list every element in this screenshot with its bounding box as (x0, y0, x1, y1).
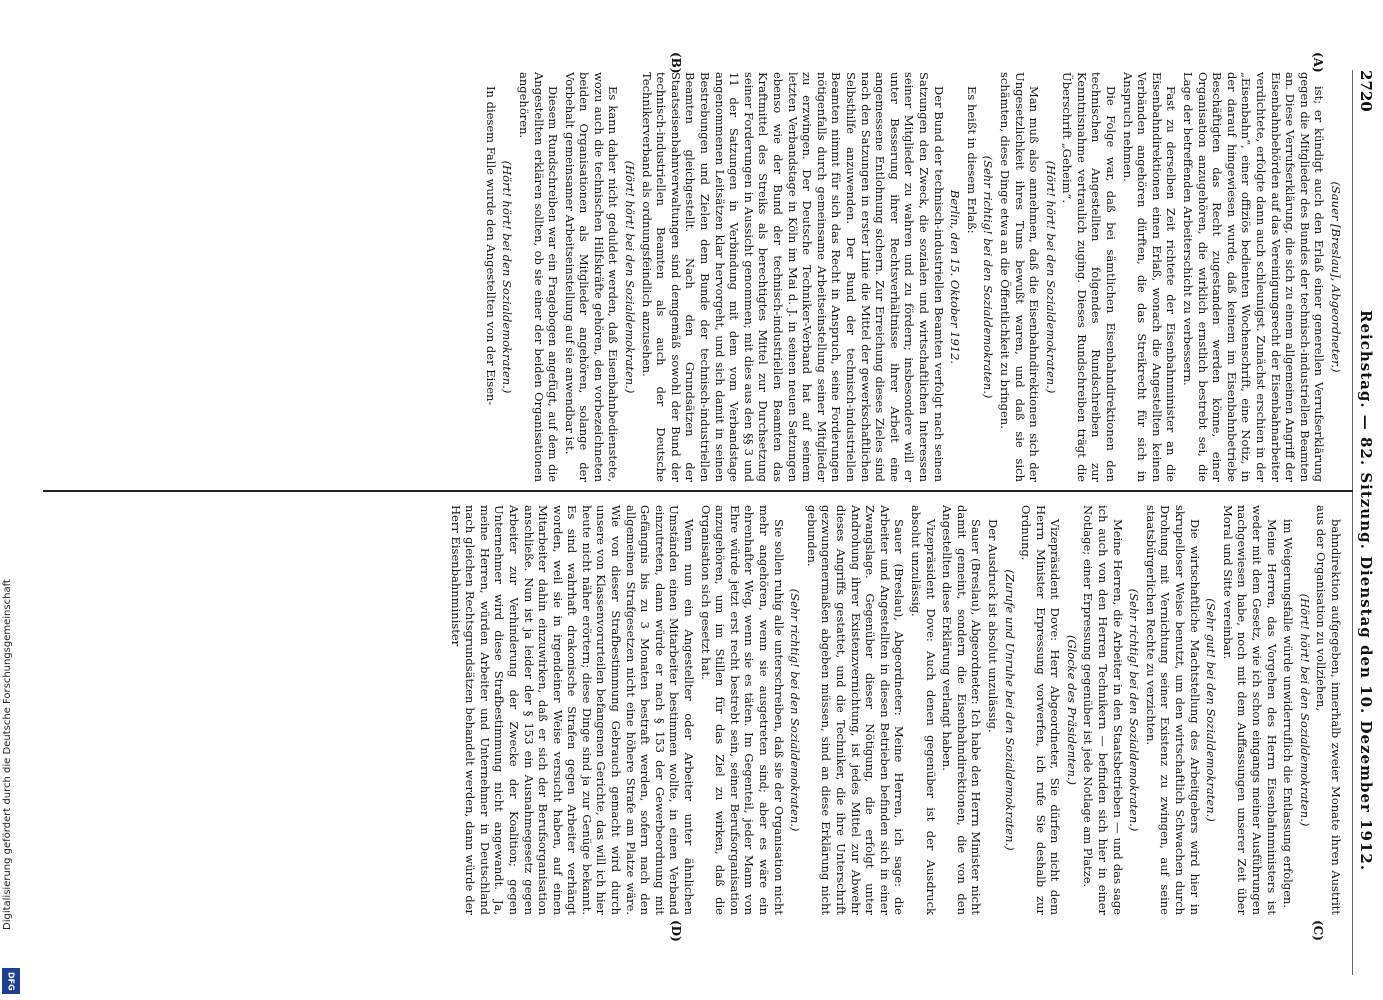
interjection: (Sehr gut! bei den Sozialdemokraten.) (1204, 598, 1219, 822)
margin-mark-c: (C) (1311, 920, 1325, 941)
paragraph: Diesem Rundschreiben war ein Fragebogen angefügt, auf dem die Angestellten erklären sollten, ob sie einer der beiden Organisationen angehören. (516, 72, 561, 482)
paragraph: Man muß also annehmen, daß die Eisenbahndirektionen sich der Ungesetzlichkeit ihres Tuns bewußt waren, und daß sie sich schämten, diese Dinge etwa an die Öffentlichkeit zu bringen. (997, 72, 1042, 482)
paragraph: im Weigerungsfalle würde unwiderruflich die Entlassung erfolgen. (1281, 519, 1296, 909)
paragraph: bahndirektion aufgegeben, innerhalb zweier Monate ihren Austritt aus der Organisation zu vollziehen, (1314, 505, 1343, 915)
dfg-logo: DFG (2, 968, 20, 994)
interjection: (Zurufe und Unruhe bei den Sozialdemokraten.) (1002, 569, 1017, 851)
paragraph: Sauer (Breslau), Abgeordneter: Meine Herren, ich sage: die Arbeiter und Angestellten in diesen Betrieben befinden sich in einer Zwangslage. Gegenüber dieser Nötigung, die erfolgt unter Androhung ihrer Existenzvernichtung, ist jedes Mittel zur Abwehr dieses Angriffs gestattet, und die Techniker, die ihre Unterschrift gezwungenermaßen abgeben müssen, sind an diese Erklärung nicht gebunden. (804, 505, 907, 915)
margin-mark-a: (A) (1311, 52, 1325, 73)
left-column (43, 72, 1343, 482)
paragraph: Die wirtschaftliche Machtstellung des Arbeitgebers wird hier in skrupelloser Weise benutzt, um den wirtschaftlich Schwachen durch Drohung mit Vernichtung seiner Existenz zu zwingen, auf seine staatsbürgerlichen Rechte zu verzichten. (1143, 505, 1202, 915)
paragraph: Der Ausdruck ist absolut unzulässig. (985, 519, 1000, 733)
margin-mark-b: (B) (669, 52, 683, 74)
paragraph: Meine Herren, die Arbeiter in den Staatsbetrieben — und das sage ich auch von den Herren Technikern — befinden sich hier in einer Notlage; einer Erpressung gegenüber ist jede Notlage am Platze. (1081, 505, 1125, 915)
funding-notice: Digitalisierung gefördert durch die Deutsche Forschungsgemeinschaft (2, 579, 13, 930)
paragraph: In diesem Falle wurde den Angestellten von der Eisen- (483, 86, 498, 406)
paragraph: Wenn nun ein Angestellter oder Arbeiter unter ähnlichen Umständen einen Mitarbeiter bestimmen wollte, in einen Verband einzutreten, dann würde er nach § 153 der Gewerbeordnung mit Gefängnis bis zu 3 Monaten bestraft werden, sofern nach den allgemeinen Strafgesetzen nicht eine höhere Strafe am Platze wäre. Wie von dieser Strafbestimmung Gebrauch gemacht wird durch unsere von Klassenvorurteilen befangenen Gerichte, das will ich hier heute nicht näher erörtern; diese Dinge sind ja zur Genüge bekannt. Es sind wahrhaft drakonische Strafen gegen Arbeiter verhängt worden, weil sie in irgendeiner Weise versucht haben, auf einen Mitarbeiter dahin einzuwirken, daß er sich der Berufsorganisation anschließe. Nun ist ja leider der § 153 ein Ausnahmegesetz gegen Arbeiter zur Verhinderung der Zwecke der Koalition; gegen Unternehmer wird diese Strafbestimmung nicht angewandt. Ja, meine Herren, würden Arbeiter und Unternehmer in Deutschland nach gleichen Rechtsgrundsätzen behandelt werden, dann würde der Herr Eisenbahnminister (448, 505, 697, 915)
quoted-paragraph: Es kann daher nicht geduldet werden, daß Eisenbahnbedienstete, wozu auch die technischen Hilfskräfte gehören, den vorbezeichneten beiden Organisationen als Mitglieder angehören, solange der Vorbehalt gemeinsamer Arbeitseinstellung auf sie anwendbar ist. (562, 72, 621, 482)
dateline: Berlin, den 15. Oktober 1912. (948, 189, 963, 365)
interjection: (Glocke des Präsidenten.) (1064, 634, 1079, 786)
right-column (43, 505, 1343, 915)
paragraph: Sauer (Breslau), Abgeordneter: Ich habe den Herrn Minister nicht damit gemeint, sondern die Eisenbahndirektionen, die von den Angestellten diese Erklärung verlangt haben. (940, 505, 984, 915)
interjection: (Hört! hört! bei den Sozialdemokraten.) (500, 160, 515, 394)
interjection: (Sehr richtig! bei den Sozialdemokraten.) (981, 155, 996, 399)
paragraph: Vizepräsident Dove: Herr Abgeordneter, Sie dürfen nicht dem Herrn Minister Erpressung vorwerfen, ich rufe Sie deshalb zur Ordnung. (1019, 505, 1063, 915)
page-number: 2720 (1357, 70, 1375, 112)
paragraph: Die Folge war, daß bei sämtlichen Eisenbahndirektionen den technischen Angestellten folgendes Rundschreiben zur Kenntnisnahme vertraulich zuging. Dieses Rundschreiben trägt die Überschrift „Geheim“. (1060, 72, 1119, 482)
margin-mark-d: (D) (669, 920, 683, 942)
speaker-line: (Sauer [Breslau], Abgeordneter.) (1329, 181, 1343, 373)
quoted-paragraph: Der Bund der technisch-industriellen Beamten verfolgt nach seinen Satzungen den Zweck, die sozialen und wirtschaftlichen Interessen seiner Mitglieder zu wahren und zu fördern; insbesondere will er unter Besserung ihrer Rechtsverhältnisse ihrer Arbeit eine angemessene Entlohnung sichern. Zur Erreichung dieses Zieles sind nach den Satzungen in erster Linie die Mittel der gewerkschaftlichen Selbsthilfe anzuwenden. Der Bund der technisch-industriellen Beamten nimmt für sich das Recht in Anspruch, seine Forderungen nötigenfalls durch gemeinsame Arbeitseinstellung seiner Mitglieder zu erzwingen. Der Deutsche Techniker-Verband hat auf seinem letzten Verbandstage in Köln im Mai d. J. in seinen neuen Satzungen ebenso wie der Bund der technisch-industriellen Beamten das Kraftmittel des Streiks als berechtigtes Mittel zur Durchsetzung seiner Forderungen in Aussicht genommen; mit dies aus den §§ 3 und 11 der Satzungen in Verbindung mit dem vom Verbandstage angenommenen Leitsätzen klar hervorgeht, und sich damit in seinen Bestrebungen und Zielen dem Bunde der technisch-industriellen Beamten gleichgestellt. Nach den Grundsätzen der Staatseisenbahnverwaltungen sind demgemäß sowohl der Bund der technisch-industriellen Beamten als auch der Deutsche Technikerverband als ordnungsfeindlich anzusehen. (639, 72, 946, 482)
paragraph: Meine Herren, das Vorgehen des Herrn Eisenbahnministers ist weder mit dem Gesetz, wie ich schon eingangs meiner Ausführungen nachgewiesen habe, noch mit dem Auffassungen unserer Zeit über Moral und Sitte vereinbar. (1220, 505, 1279, 915)
header-rule (1352, 70, 1353, 975)
paragraph: Vizepräsident Dove: Auch denen gegenüber ist der Ausdruck absolut unzulässig. (908, 505, 938, 915)
page-title: Reichstag. — 82. Sitzung. Dienstag den 10. Dezember 1912. (1357, 310, 1375, 872)
paragraph: Fast zu derselben Zeit richtete der Eisenbahnminister an die Eisenbahndirektionen einen Erlaß, wonach die Angestellten keinen Verbänden angehören dürften, die das Streikrecht für sich in Anspruch nehmen. (1120, 72, 1179, 482)
paragraph: ist; er kündigt auch den Erlaß einer generellen Verrufserklärung gegen die Mitglieder des Bundes der technisch-industriellen Beamten an. Diese Verrufserklärung, die sich zu einem allgemeinen Angriff der Eisenbahnbehörden auf das Vereinigungsrecht der Eisenbahnarbeiter verdichtete, erfolgte dann auch schleunigst. Zunächst erschien in der „Eisenbahn“, einer offiziös bedienten Wochenschrift, eine Notiz, in der darauf hingewiesen wurde, daß keinem im Eisenbahnbetriebe Beschäftigten das Recht zugestanden werden könne, einer Organisation anzugehören, die wirklich ernstlich bestrebt sei, die Lage der betreffenden Arbeiterschicht zu verbessern. (1181, 72, 1327, 482)
column-divider (43, 490, 1353, 492)
paragraph: Es heißt in diesem Erlaß: (964, 86, 979, 234)
interjection: (Hört! hört! bei den Sozialdemokraten.) (1297, 593, 1312, 827)
interjection: (Hört! hört! bei den Sozialdemokraten.) (1043, 160, 1058, 394)
interjection: (Sehr richtig! bei den Sozialdemokraten.) (788, 588, 803, 832)
interjection: (Hört! hört! bei den Sozialdemokraten.) (623, 160, 638, 394)
paragraph: Sie sollen ruhig alle unterschreiben, daß sie der Organisation nicht mehr angehören, wenn sie ausgetreten sind; aber es wäre ein ehrenhafter Weg, wenn sie es täten. Im Gegenteil, jeder Mann von Ehre würde jetzt erst recht bestrebt sein, seiner Berufsorganisation anzugehören, um im Stillen für das Ziel zu wirken, daß die Organisation sich gesetzt hat. (698, 505, 786, 915)
interjection: (Sehr richtig! bei den Sozialdemokraten.) (1127, 588, 1142, 832)
